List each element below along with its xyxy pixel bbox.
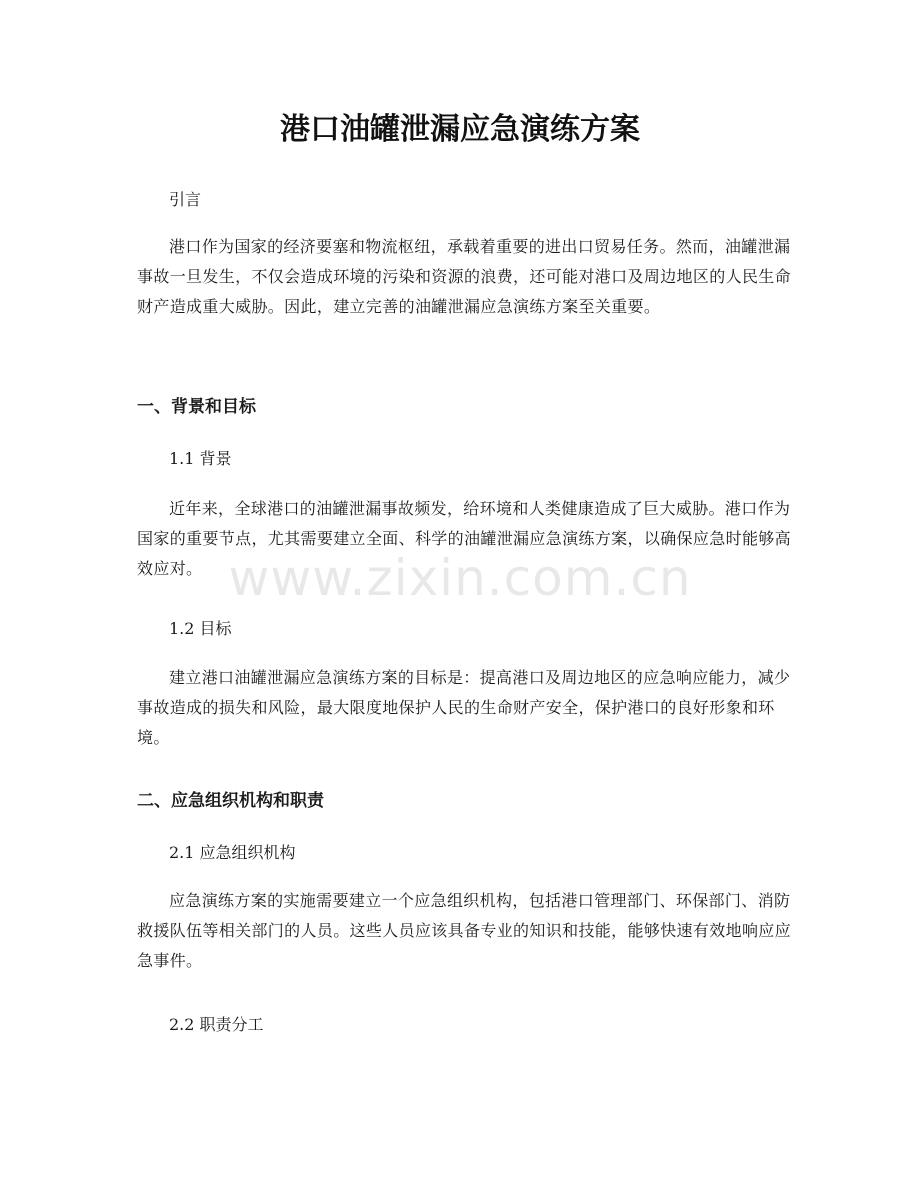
section-heading-organization: 二、应急组织机构和职责	[137, 791, 324, 811]
watermark: www.zixin.com.cn	[228, 549, 692, 607]
intro-paragraph: 港口作为国家的经济要塞和物流枢纽，承载着重要的进出口贸易任务。然而，油罐泄漏事故一旦发生，不仅会造成环境的污染和资源的浪费，还可能对港口及周边地区的人民生命财产造成重大威胁。因此，建立完善的油罐泄漏应急演练方案至关重要。	[137, 237, 792, 316]
background-paragraph: 近年来，全球港口的油罐泄漏事故频发，给环境和人类健康造成了巨大威胁。港口作为国家的重要节点，尤其需要建立全面、科学的油罐泄漏应急演练方案，以确保应急时能够高效应对。	[137, 499, 792, 578]
goals-paragraph: 建立港口油罐泄漏应急演练方案的目标是：提高港口及周边地区的应急响应能力，减少事故造成的损失和风险，最大限度地保护人民的生命财产安全，保护港口的良好形象和环境。	[137, 668, 791, 747]
subsection-heading-goals: 1.2 目标	[169, 619, 232, 638]
subsection-heading-background: 1.1 背景	[169, 449, 232, 468]
document-title: 港口油罐泄漏应急演练方案	[280, 112, 640, 147]
section-heading-background-goals: 一、背景和目标	[137, 397, 256, 417]
subsection-heading-organization: 2.1 应急组织机构	[169, 843, 296, 862]
subsection-heading-duties: 2.2 职责分工	[169, 1015, 264, 1034]
organization-paragraph: 应急演练方案的实施需要建立一个应急组织机构，包括港口管理部门、环保部门、消防救援队伍等相关部门的人员。这些人员应该具备专业的知识和技能，能够快速有效地响应应急事件。	[137, 891, 792, 970]
intro-heading: 引言	[169, 190, 202, 209]
